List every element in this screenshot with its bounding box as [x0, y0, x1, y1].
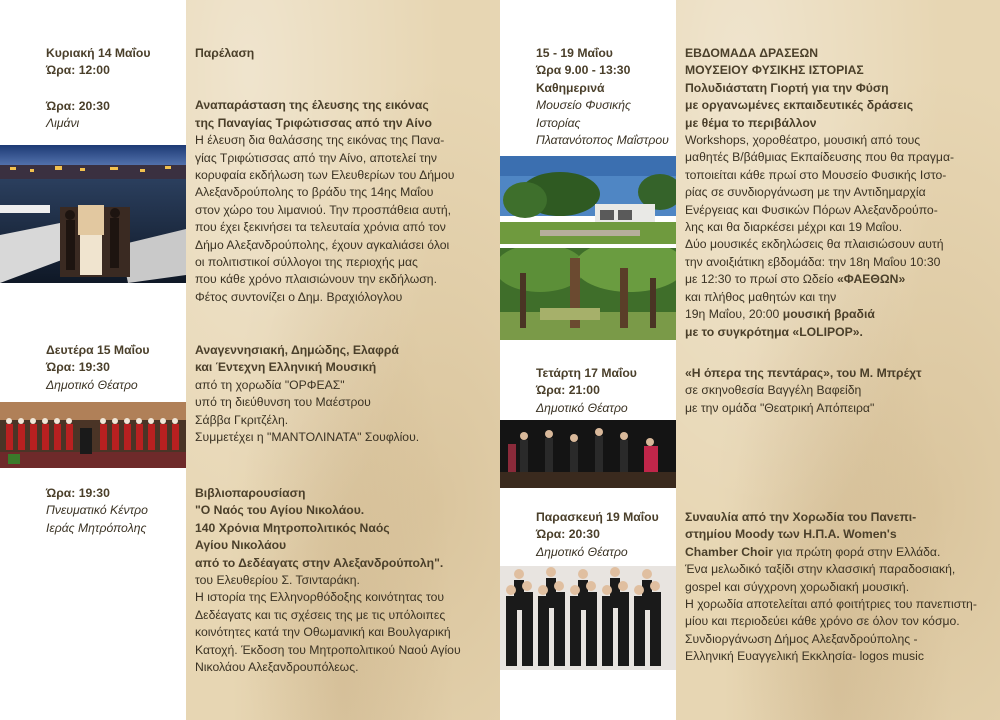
event1-body-line8: οι πολιτιστικοί σύλλογοι της περιοχής μας [195, 255, 418, 270]
event4-body-line6: λης και θα διαρκέσει μέχρι και 19 Μαΐου. [685, 220, 903, 235]
event1-body-line3: κορυφαία εκδήλωση των Ελευθερίων του Δήμου [195, 168, 455, 183]
event5-time: Ώρα: 21:00 [536, 383, 600, 398]
event2-body-line2: υπό τη διεύθυνση του Μαέστρου [195, 395, 371, 410]
event6-day: Παρασκευή 19 Μαΐου [536, 510, 659, 524]
event4-title-line1: ΕΒΔΟΜΑΔΑ ΔΡΑΣΕΩΝ [685, 46, 819, 60]
event4-title-line5: με θέμα το περιβάλλον [685, 115, 817, 130]
event5-day: Τετάρτη 17 Μαΐου [536, 366, 637, 380]
event1-time2: Ώρα: 20:30 [46, 98, 110, 113]
event3-time: Ώρα: 19:30 [46, 486, 110, 500]
event6-body-line1: Ένα μελωδικό ταξίδι στην κλασσική παραδοσιακή, [685, 562, 956, 577]
museum-photo [500, 156, 676, 244]
event2-place: Δημοτικό Θέατρο [46, 377, 138, 392]
event3-body-line4: κοινότητες κατά την Οθωμανική και Βουλγαρική [195, 625, 451, 640]
event3-body-line2: Η ιστορία της Ελληνορθόδοξης κοινότητας του [195, 590, 445, 605]
event6-body-line3: Η χορωδία αποτελείται από φοιτήτριες του πανεπιστη- [685, 597, 977, 612]
event4-body-line7: Δύο μουσικές εκδηλώσεις θα πλαισιώσουν αυτή [685, 237, 944, 252]
event4-body-line2: μαθητές Β/βάθμιας Εκπαίδευσης που θα πραγμα- [685, 150, 955, 165]
event6-title-line2: στημίου Moody των Η.Π.Α. Women's [685, 527, 897, 542]
event6-title-line3: Chamber Choir για πρώτη φορά στην Ελλάδα. [685, 544, 941, 559]
event2-description [195, 342, 419, 446]
event2-time: Ώρα: 19:30 [46, 360, 110, 375]
event4-body-line4: ρίας σε συνδιοργάνωση με την Αντιδημαρχία [685, 185, 926, 200]
event4-labels [536, 45, 669, 149]
event4-body-line5: Ενέργειας και Φυσικών Πόρων Αλεξανδρούπο- [685, 202, 938, 217]
event1-body-line4: Αλεξανδρούπολης το βράδυ της 14ης Μαΐου [195, 185, 434, 200]
event1-body-line5: στον χώρο του λιμανιού. Την προσπάθεια αυτή, [195, 202, 452, 217]
event6-labels [536, 509, 659, 561]
event6-body-line2: gospel και σύγχρονη χορωδιακή μουσική. [685, 579, 910, 594]
event1-body-line10: Φέτος συντονίζει ο Δημ. Βραχιόλογλου [195, 289, 403, 304]
event3-body-line3: Δεδέαγατς και τις σχέσεις της με τις υπόλοιπες [195, 607, 446, 622]
event5-body-line2: με την ομάδα "Θεατρική Απόπειρα" [685, 400, 875, 415]
event4-place-line1: Μουσείο Φυσικής [536, 98, 631, 113]
event3-title-line5: από το Δεδέαγατς στην Αλεξανδρούπολη". [195, 555, 444, 570]
event1-time1: Ώρα: 12:00 [46, 63, 110, 78]
event1-place: Λιμάνι [46, 116, 80, 131]
event3-place-line2: Ιεράς Μητρόπολης [46, 520, 147, 535]
event4-place-line2: Ιστορίας [536, 115, 581, 130]
event3-title-line3: 140 Χρόνια Μητροπολιτικός Ναός [195, 520, 390, 535]
event3-title-line2: "Ο Ναός του Αγίου Νικολάου. [195, 503, 365, 518]
event2-body-line4: Συμμετέχει η "ΜΑΝΤΟΛΙΝΑΤΑ" Σουφλίου. [195, 430, 420, 445]
event4-lolipop-line: με το συγκρότημα «LOLIPOP». [685, 324, 863, 339]
event4-title-line3: Πολυδιάστατη Γιορτή για την Φύση [685, 80, 889, 95]
event4-time: Ώρα 9.00 - 13:30 [536, 63, 631, 78]
event4-body-line8: την ανοιξιάτικη εβδομάδα: την 18η Μαΐου 10:30 [685, 254, 941, 269]
event1-labels [46, 45, 150, 133]
event3-title-line4: Αγίου Νικολάου [195, 538, 287, 553]
event6-time: Ώρα: 20:30 [536, 527, 600, 542]
event6-body-line6: Ελληνική Ευαγγελική Εκκλησία- logos music [685, 649, 924, 664]
plane-tree-forest-photo [500, 248, 676, 340]
event6-title-line1: Συναυλία από την Χορωδία του Πανεπι- [685, 510, 917, 524]
event1-body-line6: που έχει ξεκινήσει τα τελευταία χρόνια από τον [195, 220, 446, 235]
event2-body-line3: Σάββα Γκριτζέλη. [195, 412, 289, 427]
event2-title-line1: Αναγεννησιακή, Δημώδης, Ελαφρά [195, 343, 399, 357]
event2-labels [46, 342, 150, 394]
event6-place: Δημοτικό Θέατρο [536, 544, 628, 559]
harbor-photo [0, 145, 186, 283]
event5-place: Δημοτικό Θέατρο [536, 400, 628, 415]
event4-freq: Καθημερινά [536, 80, 605, 95]
event6-body-line4: μίου και περιοδεύει κάθε χρόνο σε όλον τον κόσμο. [685, 614, 960, 629]
event2-title-line2: και Έντεχνη Ελληνική Μουσική [195, 360, 377, 375]
event5-title: «Η όπερα της πεντάρας», του Μ. Μπρέχτ [685, 366, 922, 380]
event3-labels [46, 485, 148, 537]
event3-description [195, 485, 461, 676]
event3-body-line5: Κατοχή. Έκδοση του Μητροπολιτικού Ναού Αγίου [195, 642, 461, 657]
event1-body-line7: Δήμο Αλεξανδρούπολης, έχουν αγκαλιάσει όλοι [195, 237, 450, 252]
event5-description [685, 365, 922, 417]
event1-title2-line1: Αναπαράσταση της έλευσης της εικόνας [195, 98, 429, 113]
choir-orfeas-photo [0, 402, 186, 468]
event5-body-line1: σε σκηνοθεσία Βαγγέλη Βαφείδη [685, 383, 862, 398]
event4-body-line1: Workshops, χοροθέατρο, μουσική από τους [685, 133, 921, 148]
event3-title-line1: Βιβλιοπαρουσίαση [195, 486, 306, 500]
event4-dates: 15 - 19 Μαΐου [536, 46, 613, 60]
event3-body-line6: Νικολάου Αλεξανδρουπόλεως. [195, 660, 359, 675]
event4-place-line3: Πλατανότοπος Μαΐστρου [536, 133, 669, 148]
event4-title-line4: με οργανωμένες εκπαιδευτικές δράσεις [685, 98, 914, 113]
event4-plithos-line: και πλήθος μαθητών και την [685, 289, 837, 304]
event5-labels [536, 365, 637, 417]
event4-description [685, 45, 954, 341]
event1-body-line2: γίας Τριφώτισσας από την Αίνο, αποτελεί την [195, 150, 438, 165]
event2-day: Δευτέρα 15 Μαΐου [46, 343, 150, 357]
event6-description [685, 509, 977, 666]
theatre-play-photo [500, 420, 676, 488]
event3-body-line1: του Ελευθερίου Σ. Τσινταράκη. [195, 573, 360, 588]
event2-body-line1: από τη χορωδία "ΟΡΦΕΑΣ" [195, 377, 345, 392]
event1-body-line1: Η έλευση δια θαλάσσης της εικόνας της Πανα- [195, 133, 445, 148]
event4-odeio-line: με 12:30 το πρωί στο Ωδείο «ΦΑΕΘΩΝ» [685, 272, 906, 287]
event6-body-line5: Συνδιοργάνωση Δήμος Αλεξανδρούπολης - [685, 631, 918, 646]
event1-title2-line2: της Παναγίας Τριφώτισσας από την Αίνο [195, 115, 432, 130]
event1-day: Κυριακή 14 Μαΐου [46, 46, 151, 60]
event3-place-line1: Πνευματικό Κέντρο [46, 503, 148, 518]
event1-description [195, 45, 454, 306]
event1-title1: Παρέλαση [195, 46, 255, 60]
event4-19may-line: 19η Μαΐου, 20:00 μουσική βραδιά [685, 307, 875, 322]
event4-title-line2: ΜΟΥΣΕΙΟΥ ΦΥΣΙΚΗΣ ΙΣΤΟΡΙΑΣ [685, 63, 864, 78]
event1-body-line9: που κάθε χρόνο πλαισιώνουν την εκδήλωση. [195, 272, 437, 287]
womens-choir-photo [500, 566, 676, 670]
event4-body-line3: τοποιείται κάθε πρωί στο Μουσείο Φυσικής Ιστο- [685, 167, 947, 182]
